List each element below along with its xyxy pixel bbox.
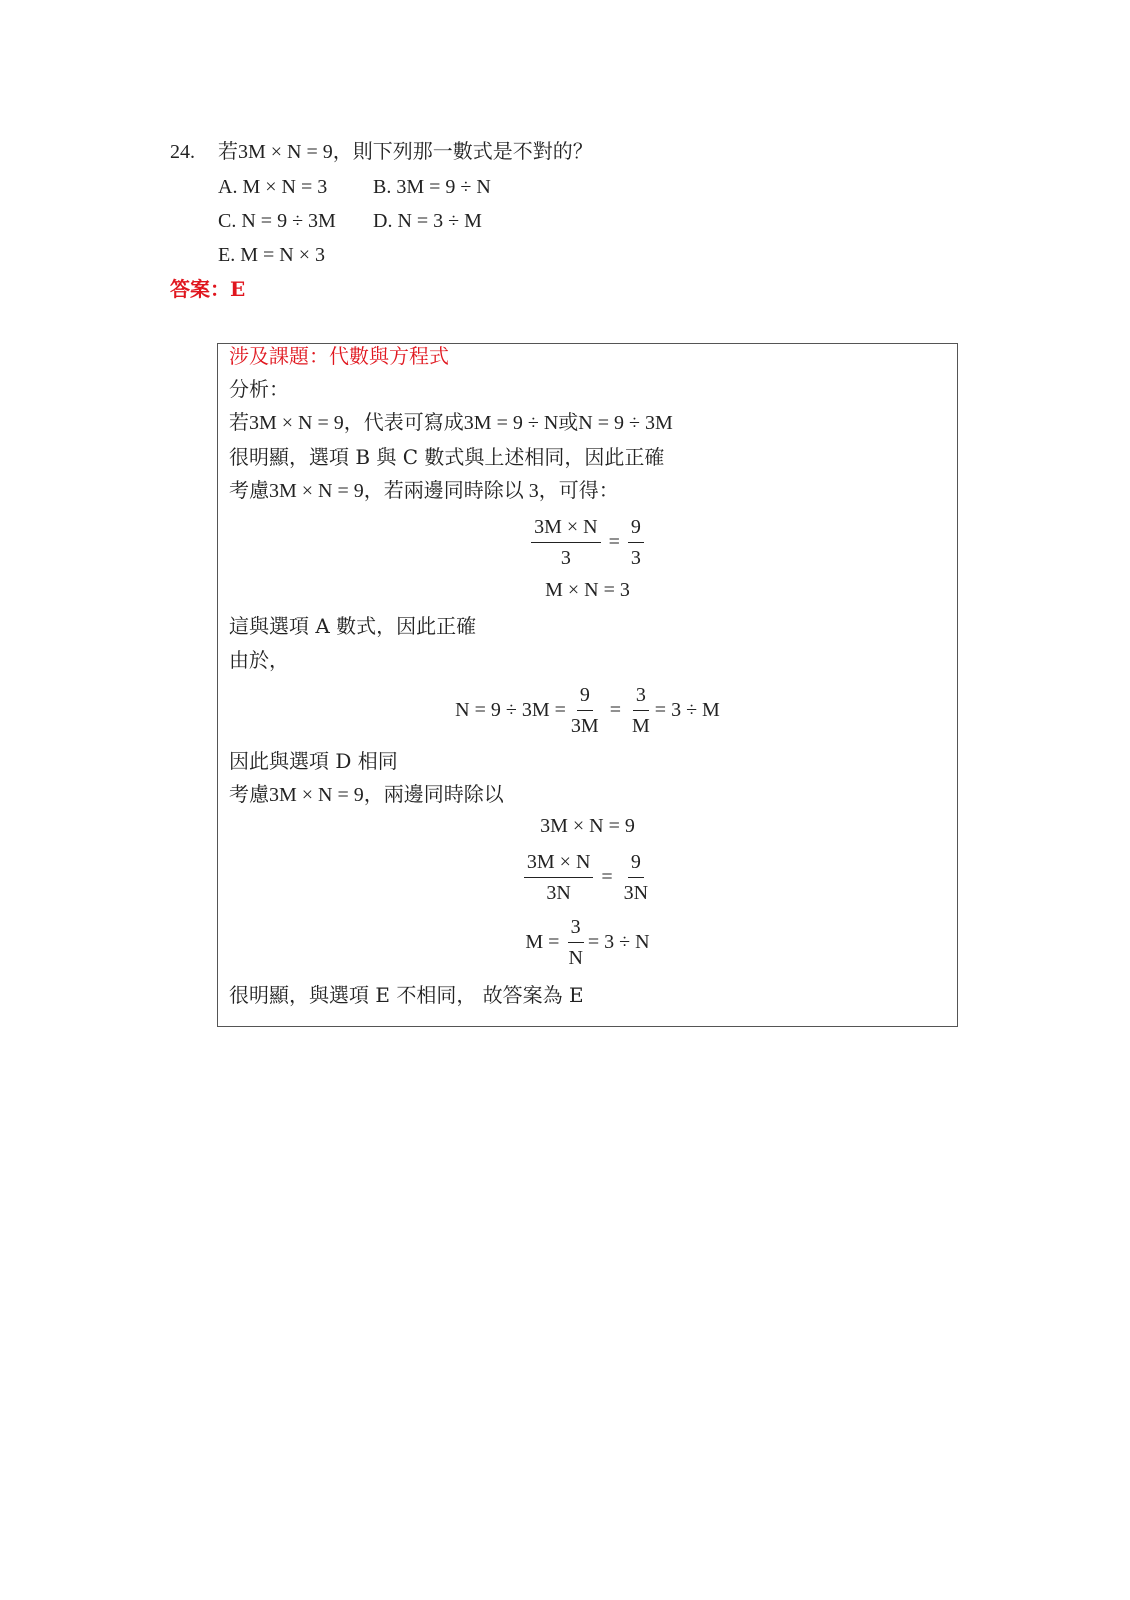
analysis-line-2: 很明顯，選項 B 與 C 數式與上述相同，因此正確 <box>229 445 665 469</box>
equation-start: M = <box>525 931 560 953</box>
fraction-denominator: N <box>568 947 583 969</box>
equation-divide-by-3: $\frac{3M \times N}{3}$ = $\frac{9}{3}$ <box>218 514 957 571</box>
question-number: 24. <box>170 141 195 163</box>
equation-n-chain: N = 9 ÷ 3M = $\frac{9}{3M}$ = $\frac{3}{M}$ = 3 ÷ M <box>455 684 720 737</box>
fraction-numerator: 3M × N <box>524 849 594 878</box>
analysis-line-3: 考慮3M × N = 9，若兩邊同時除以 3，可得： <box>229 480 619 502</box>
equation-end: = 3 ÷ N <box>587 931 650 953</box>
fraction-numerator: 3 <box>633 682 649 711</box>
analysis-line-4: 這與選項 A 數式，因此正確 <box>229 614 477 638</box>
fraction-numerator: 9 <box>628 849 644 878</box>
fraction-denominator: 3N <box>623 882 649 904</box>
topic-heading: 涉及課題：代數與方程式 <box>229 344 449 368</box>
option-a: A. M × N = 3 <box>218 176 328 198</box>
equation-m-times-n: M × N = 3 <box>545 579 630 601</box>
answer-label: 答案：E <box>170 277 246 301</box>
option-d: D. N = 3 ÷ M <box>373 210 482 232</box>
equation-m-result <box>218 914 957 971</box>
option-b: B. 3M = 9 ÷ N <box>373 176 491 198</box>
equation-end: = 3 ÷ M <box>654 699 720 721</box>
fraction-denominator: 3N <box>546 882 571 904</box>
option-e: E. M = N × 3 <box>218 244 326 266</box>
analysis-label: 分析： <box>229 377 289 401</box>
explanation-box <box>217 343 958 1027</box>
analysis-line-1: 若3M × N = 9，代表可寫成3M = 9 ÷ N或N = 9 ÷ 3M <box>229 412 673 434</box>
fraction-numerator: 9 <box>628 514 644 543</box>
fraction-numerator: 3M × N <box>531 514 601 543</box>
option-c: C. N = 9 ÷ 3M <box>218 210 336 232</box>
analysis-line-7: 考慮3M × N = 9，兩邊同時除以 <box>229 784 504 806</box>
question-stem: 若3M × N = 9，則下列那一數式是不對的？ <box>218 141 593 163</box>
equation-divide-by-3n: $\frac{3M \times N}{3N}$ = $\frac{9}{3N}$ <box>218 849 957 906</box>
fraction-numerator: 3 <box>568 914 584 943</box>
fraction-denominator: 3 <box>630 547 641 569</box>
conclusion-line: 很明顯，與選項 E 不相同， 故答案為 E <box>229 983 584 1007</box>
fraction-numerator: 9 <box>577 682 593 711</box>
analysis-line-6: 因此與選項 D 相同 <box>229 749 398 773</box>
equation-start: N = 9 ÷ 3M = <box>455 699 566 721</box>
fraction-denominator: M <box>632 715 650 737</box>
fraction-denominator: 3M <box>570 715 599 737</box>
analysis-line-5: 由於， <box>229 648 289 672</box>
fraction-denominator: 3 <box>560 547 571 569</box>
equation-original: 3M × N = 9 <box>540 815 635 837</box>
